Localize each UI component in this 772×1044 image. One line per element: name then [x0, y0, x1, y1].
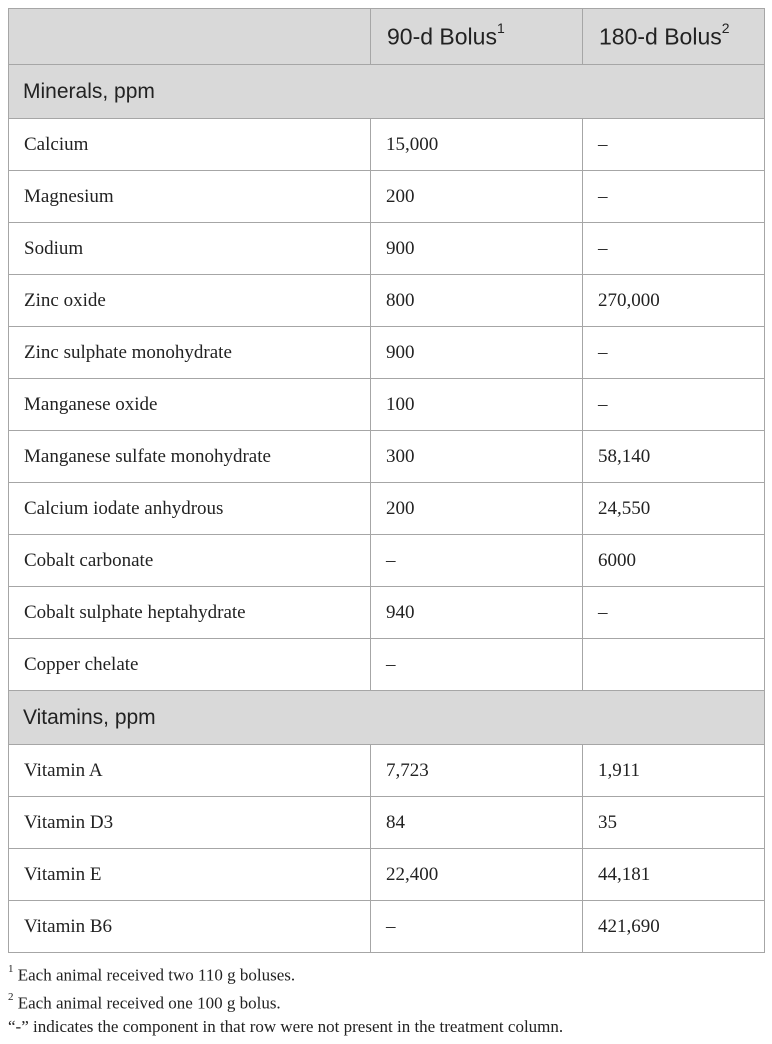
- bolus-180d-cell: 35: [583, 797, 765, 849]
- footnote-1: [8, 957, 563, 985]
- table-row: [9, 535, 765, 587]
- bolus-composition-table: [8, 8, 765, 953]
- bolus-180d-cell: 6000: [583, 535, 765, 587]
- bolus-90d-cell: 300: [371, 431, 583, 483]
- bolus-180d-cell: [583, 639, 765, 691]
- header-90d-bolus: [371, 9, 583, 65]
- component-name-cell: Cobalt sulphate heptahydrate: [9, 587, 371, 639]
- footnotes: [8, 957, 563, 1041]
- footnote-text: Each animal received one 100 g bolus.: [17, 993, 281, 1013]
- component-name-cell: Calcium iodate anhydrous: [9, 483, 371, 535]
- bolus-90d-cell: –: [371, 639, 583, 691]
- header-180d-bolus: [583, 9, 765, 65]
- bolus-90d-cell: 7,723: [371, 745, 583, 797]
- footnote-2: [8, 985, 563, 1013]
- bolus-180d-cell: –: [583, 327, 765, 379]
- bolus-90d-cell: 940: [371, 587, 583, 639]
- component-name-cell: Vitamin D3: [9, 797, 371, 849]
- component-name-cell: Calcium: [9, 119, 371, 171]
- bolus-90d-cell: 200: [371, 171, 583, 223]
- component-name-cell: Vitamin E: [9, 849, 371, 901]
- table-row: [9, 901, 765, 953]
- bolus-90d-cell: 100: [371, 379, 583, 431]
- table-row: [9, 797, 765, 849]
- component-name-cell: Magnesium: [9, 171, 371, 223]
- table-row: [9, 431, 765, 483]
- component-name-cell: Sodium: [9, 223, 371, 275]
- table-row: [9, 223, 765, 275]
- table-row: [9, 639, 765, 691]
- bolus-180d-cell: 1,911: [583, 745, 765, 797]
- bolus-180d-cell: 58,140: [583, 431, 765, 483]
- component-name-cell: Zinc sulphate monohydrate: [9, 327, 371, 379]
- bolus-90d-cell: –: [371, 901, 583, 953]
- footnote-dash-legend: [8, 1013, 563, 1041]
- bolus-180d-cell: –: [583, 379, 765, 431]
- table-row: [9, 587, 765, 639]
- bolus-180d-cell: –: [583, 587, 765, 639]
- section-row: [9, 65, 765, 119]
- bolus-180d-cell: 44,181: [583, 849, 765, 901]
- table-row: [9, 275, 765, 327]
- component-name-cell: Vitamin B6: [9, 901, 371, 953]
- header-90d-label: 90-d Bolus: [387, 23, 497, 50]
- bolus-90d-cell: 900: [371, 223, 583, 275]
- bolus-90d-cell: 22,400: [371, 849, 583, 901]
- bolus-90d-cell: 84: [371, 797, 583, 849]
- component-name-cell: Manganese oxide: [9, 379, 371, 431]
- header-row: [9, 9, 765, 65]
- component-name-cell: Copper chelate: [9, 639, 371, 691]
- bolus-180d-cell: 270,000: [583, 275, 765, 327]
- table-row: [9, 171, 765, 223]
- bolus-180d-cell: –: [583, 119, 765, 171]
- bolus-90d-cell: –: [371, 535, 583, 587]
- bolus-90d-cell: 15,000: [371, 119, 583, 171]
- table-body: [9, 9, 765, 953]
- section-title: Minerals, ppm: [9, 65, 765, 119]
- footnote-marker: 1: [8, 963, 14, 975]
- table-row: [9, 745, 765, 797]
- bolus-180d-cell: 24,550: [583, 483, 765, 535]
- table-row: [9, 483, 765, 535]
- bolus-180d-cell: –: [583, 223, 765, 275]
- component-name-cell: Cobalt carbonate: [9, 535, 371, 587]
- bolus-180d-cell: –: [583, 171, 765, 223]
- component-name-cell: Manganese sulfate monohydrate: [9, 431, 371, 483]
- table-row: [9, 379, 765, 431]
- footnote-text: Each animal received two 110 g boluses.: [17, 965, 296, 985]
- bolus-90d-cell: 800: [371, 275, 583, 327]
- footnote-ref-2: 2: [721, 19, 730, 36]
- bolus-90d-cell: 900: [371, 327, 583, 379]
- table-row: [9, 119, 765, 171]
- footnote-ref-1: 1: [496, 19, 505, 36]
- footnote-text: “-” indicates the component in that row were not present in the treatment column.: [8, 1017, 564, 1036]
- table-row: [9, 849, 765, 901]
- header-180d-label: 180-d Bolus: [599, 23, 722, 50]
- section-title: Vitamins, ppm: [9, 691, 765, 745]
- component-name-cell: Vitamin A: [9, 745, 371, 797]
- footnote-marker: 2: [8, 991, 14, 1003]
- component-name-cell: Zinc oxide: [9, 275, 371, 327]
- bolus-180d-cell: 421,690: [583, 901, 765, 953]
- table-row: [9, 327, 765, 379]
- section-row: [9, 691, 765, 745]
- header-empty: [9, 9, 371, 65]
- bolus-90d-cell: 200: [371, 483, 583, 535]
